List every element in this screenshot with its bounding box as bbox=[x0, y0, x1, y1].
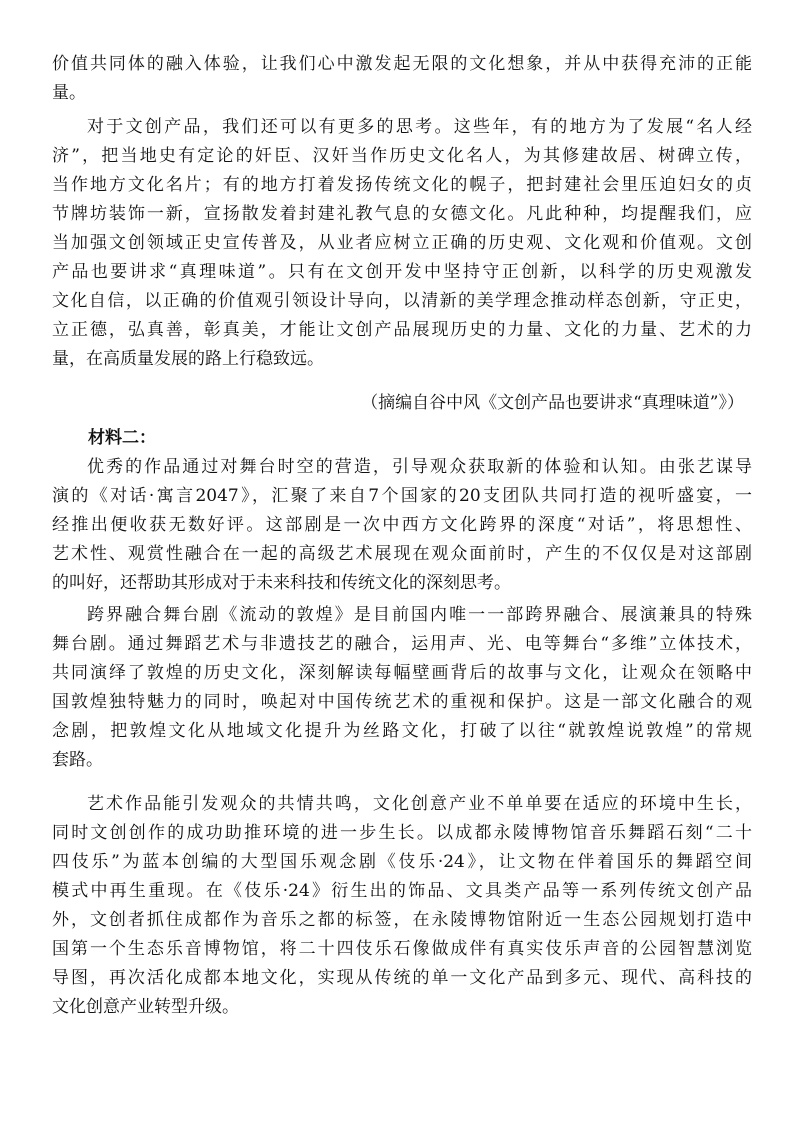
source-citation: （摘编自谷中风《文创产品也要讲求“真理味道”》） bbox=[361, 393, 744, 413]
text-line: 模式中再生重现。在《伎乐·24》衍生出的饰品、文具类产品等一系列传统文创产品 bbox=[52, 881, 752, 901]
text-line: 对于文创产品，我们还可以有更多的思考。这些年，有的地方为了发展“名人经 bbox=[87, 117, 752, 137]
section-heading: 材料二： bbox=[88, 428, 156, 448]
text-line: 立正德，弘真善，彰真美，才能让文创产品展现历史的力量、文化的力量、艺术的力 bbox=[52, 320, 752, 340]
text-line: 经推出便收获无数好评。这部剧是一次中西方文化跨界的深度“对话”，将思想性、 bbox=[52, 515, 752, 535]
text-line: 舞台剧。通过舞蹈艺术与非遗技艺的融合，运用声、光、电等舞台“多维”立体技术， bbox=[52, 634, 752, 654]
text-line: 文化创意产业转型升级。 bbox=[52, 997, 239, 1017]
text-line: 节牌坊装饰一新，宣扬散发着封建礼教气息的女德文化。凡此种种，均提醒我们，应 bbox=[52, 204, 752, 224]
text-line: 念剧，把敦煌文化从地域文化提升为丝路文化，打破了以往“就敦煌说敦煌”的常规 bbox=[52, 721, 752, 741]
text-line: 产品也要讲求“真理味道”。只有在文创开发中坚持守正创新，以科学的历史观激发 bbox=[52, 262, 752, 282]
paragraph-5 bbox=[52, 790, 752, 1022]
text-line: 同时文创创作的成功助推环境的进一步生长。以成都永陵博物馆音乐舞蹈石刻“二十 bbox=[52, 823, 752, 843]
text-line: 艺术作品能引发观众的共情共鸣，文化创意产业不单单要在适应的环境中生长， bbox=[87, 794, 752, 814]
text-line: 文化自信，以正确的价值观引领设计导向，以清新的美学理念推动样态创新，守正史， bbox=[52, 291, 752, 311]
text-line: 量，在高质量发展的路上行稳致远。 bbox=[52, 349, 324, 369]
text-line: 价值共同体的融入体验，让我们心中激发起无限的文化想象，并从中获得充沛的正能 bbox=[52, 54, 752, 74]
text-line: 当作地方文化名片；有的地方打着发扬传统文化的幌子，把封建社会里压迫妇女的贞 bbox=[52, 175, 752, 195]
text-line: 套路。 bbox=[52, 750, 103, 770]
text-line: 当加强文创领域正史宣传普及，从业者应树立正确的历史观、文化观和价值观。文创 bbox=[52, 233, 752, 253]
text-line: 共同演绎了敦煌的历史文化，深刻解读每幅壁画背后的故事与文化，让观众在领略中 bbox=[52, 663, 752, 683]
paragraph-4 bbox=[52, 601, 752, 775]
text-line: 济”，把当地史有定论的奸臣、汉奸当作历史文化名人，为其修建故居、树碑立传， bbox=[52, 146, 752, 166]
paragraph-1 bbox=[52, 50, 752, 108]
text-line: 演的《对话·寓言2047》，汇聚了来自7个国家的20支团队共同打造的视听盛宴，一 bbox=[52, 486, 752, 506]
paragraph-2 bbox=[52, 113, 752, 374]
text-line: 四伎乐”为蓝本创编的大型国乐观念剧《伎乐·24》，让文物在伴着国乐的舞蹈空间 bbox=[52, 852, 752, 872]
text-line: 艺术性、观赏性融合在一起的高级艺术展现在观众面前时，产生的不仅仅是对这部剧 bbox=[52, 544, 752, 564]
text-line: 导图，再次活化成都本地文化，实现从传统的单一文化产品到多元、现代、高科技的 bbox=[52, 968, 752, 988]
text-line: 的叫好，还帮助其形成对于未来科技和传统文化的深刻思考。 bbox=[52, 573, 511, 593]
text-line: 优秀的作品通过对舞台时空的营造，引导观众获取新的体验和认知。由张艺谋导 bbox=[87, 457, 752, 477]
text-line: 跨界融合舞台剧《流动的敦煌》是目前国内唯一一部跨界融合、展演兼具的特殊 bbox=[87, 605, 752, 625]
text-line: 国第一个生态乐音博物馆，将二十四伎乐石像做成伴有真实伎乐声音的公园智慧浏览 bbox=[52, 939, 752, 959]
text-line: 外，文创者抓住成都作为音乐之都的标签，在永陵博物馆附近一生态公园规划打造中 bbox=[52, 910, 752, 930]
paragraph-3 bbox=[52, 453, 752, 598]
text-line: 量。 bbox=[52, 83, 86, 103]
text-line: 国敦煌独特魅力的同时，唤起对中国传统艺术的重视和保护。这是一部文化融合的观 bbox=[52, 692, 752, 712]
